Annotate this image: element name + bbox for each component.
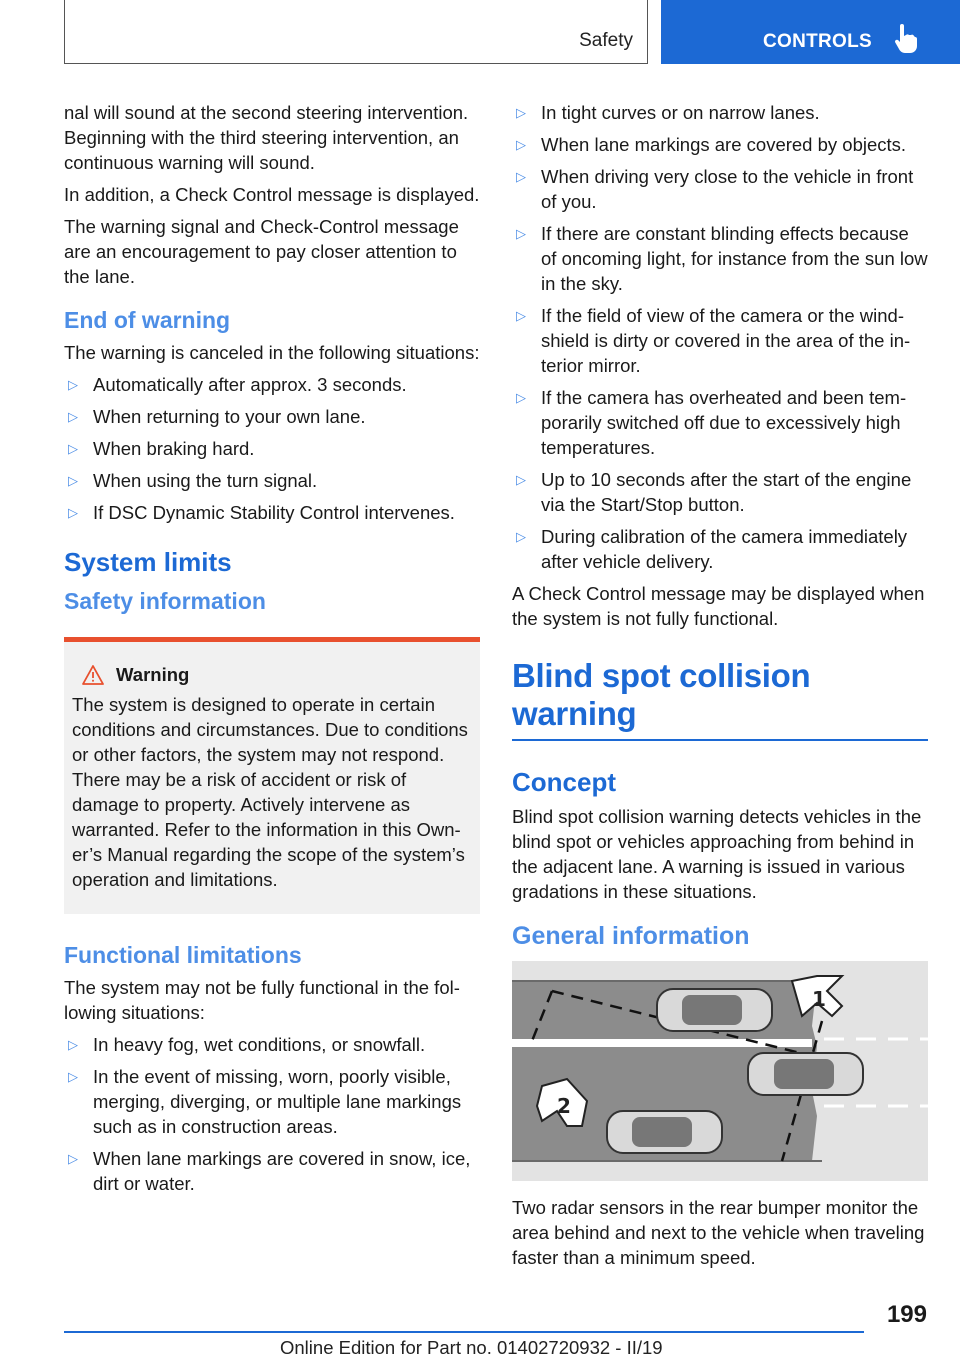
edition-text: Online Edition for Part no. 01402720932 - II/19 (280, 1337, 663, 1358)
footer-divider (64, 1331, 864, 1333)
paragraph: The warning signal and Check-Control message are an encouragement to pay closer attention to the lane. (64, 216, 459, 287)
blind-spot-illustration (512, 961, 928, 1181)
triangle-right-icon: ▷ (68, 409, 78, 424)
list-item: ▷ If the field of view of the camera or the windshield is dirty or covered in the area of the interior mirror. (516, 305, 911, 376)
list-item: ▷ When driving very close to the vehicle in front of you. (516, 166, 914, 212)
list-item: ▷ When using the turn signal. (68, 470, 318, 491)
heading-general-information: General information (512, 922, 750, 950)
pointing-hand-icon (891, 24, 919, 54)
header-left-box (64, 0, 648, 64)
heading-blind-spot-collision-warning: Blind spot collision warning (512, 657, 928, 741)
road-diagram (512, 961, 928, 1181)
triangle-right-icon: ▷ (516, 390, 526, 405)
list-item: ▷ Automatically after approx. 3 seconds. (68, 374, 407, 395)
paragraph: The warning is canceled in the following situations: (64, 342, 480, 363)
triangle-right-icon: ▷ (516, 472, 526, 487)
triangle-right-icon: ▷ (68, 377, 78, 392)
list-item: ▷ When returning to your own lane. (68, 406, 366, 427)
list-item: ▷ If the camera has overheated and been temporarily switched off due to excessively high temperatures. (516, 387, 907, 458)
list-item: ▷ If DSC Dynamic Stability Control intervenes. (68, 502, 455, 523)
limitations-list-continued (512, 100, 928, 574)
header-right-box (661, 0, 960, 64)
page-number: 199 (886, 1301, 927, 1328)
triangle-right-icon: ▷ (68, 1151, 78, 1166)
heading-functional-limitations: Functional limitations (64, 942, 302, 968)
left-column (64, 100, 480, 1203)
triangle-right-icon: ▷ (68, 1037, 78, 1052)
car-icon (657, 989, 772, 1031)
list-item: ▷ When lane markings are covered by objects. (516, 134, 907, 155)
paragraph: Blind spot collision warning detects vehicles in the blind spot or vehicles approaching from behind in the adjacent lane. A warning is issued in various gradations in these situations. (512, 806, 922, 902)
callout-label-1: 1 (812, 987, 826, 1011)
list-item: ▷ If there are constant blinding effects because of oncoming light, for instance from the sun low in the sky. (516, 223, 928, 294)
heading-system-limits: System limits (64, 547, 232, 577)
callout-label-2: 2 (557, 1094, 571, 1118)
triangle-right-icon: ▷ (68, 473, 78, 488)
triangle-right-icon: ▷ (516, 529, 526, 544)
end-warning-list (64, 372, 480, 525)
triangle-right-icon: ▷ (68, 1069, 78, 1084)
triangle-right-icon: ▷ (516, 169, 526, 184)
car-icon (607, 1111, 722, 1153)
triangle-right-icon: ▷ (68, 441, 78, 456)
right-column (512, 100, 928, 1277)
heading-end-of-warning: End of warning (64, 307, 231, 333)
paragraph: The system may not be fully functional in the following situations: (64, 977, 460, 1023)
list-item: ▷ When lane markings are covered in snow, ice, dirt or water. (68, 1148, 471, 1194)
warning-title-row (72, 664, 472, 686)
car-icon (748, 1053, 863, 1095)
list-item: ▷ During calibration of the camera immediately after vehicle delivery. (516, 526, 908, 572)
triangle-right-icon: ▷ (516, 137, 526, 152)
triangle-right-icon: ▷ (516, 308, 526, 323)
paragraph: nal will sound at the second steering intervention. Beginning with the third steering intervention, an continuous warning will sound. (64, 102, 469, 173)
warning-triangle-icon (82, 665, 104, 685)
warning-box (64, 637, 480, 914)
section-label-controls[interactable]: CONTROLS (763, 31, 873, 52)
list-item: ▷ In heavy fog, wet conditions, or snowfall. (68, 1034, 426, 1055)
paragraph: A Check Control message may be displayed when the system is not fully functional. (512, 583, 925, 629)
figure-caption: Two radar sensors in the rear bumper monitor the area behind and next to the vehicle when traveling faster than a minimum speed. (512, 1197, 925, 1268)
functional-limitations-list (64, 1032, 480, 1196)
heading-safety-information: Safety information (64, 588, 266, 614)
list-item: ▷ Up to 10 seconds after the start of the engine via the Start/Stop button. (516, 469, 912, 515)
heading-concept: Concept (512, 767, 616, 797)
list-item: ▷ In the event of missing, worn, poorly visible, merging, diverging, or multiple lane markings such as in construction areas. (68, 1066, 462, 1137)
warning-text: The system is designed to operate in certain conditions and circumstances. Due to conditions or other factors, the system may not respond. There may be a risk of accident or risk of damage to property. Actively intervene as warranted. Refer to the information in this Owner’s Manual regarding the scope of the system’s operation and limitations. (72, 694, 468, 890)
triangle-right-icon: ▷ (516, 226, 526, 241)
triangle-right-icon: ▷ (516, 105, 526, 120)
paragraph: In addition, a Check Control message is displayed. (64, 184, 480, 205)
section-label-safety[interactable]: Safety (579, 30, 633, 51)
list-item: ▷ In tight curves or on narrow lanes. (516, 102, 820, 123)
triangle-right-icon: ▷ (68, 505, 78, 520)
warning-title: Warning (116, 664, 190, 685)
list-item: ▷ When braking hard. (68, 438, 255, 459)
